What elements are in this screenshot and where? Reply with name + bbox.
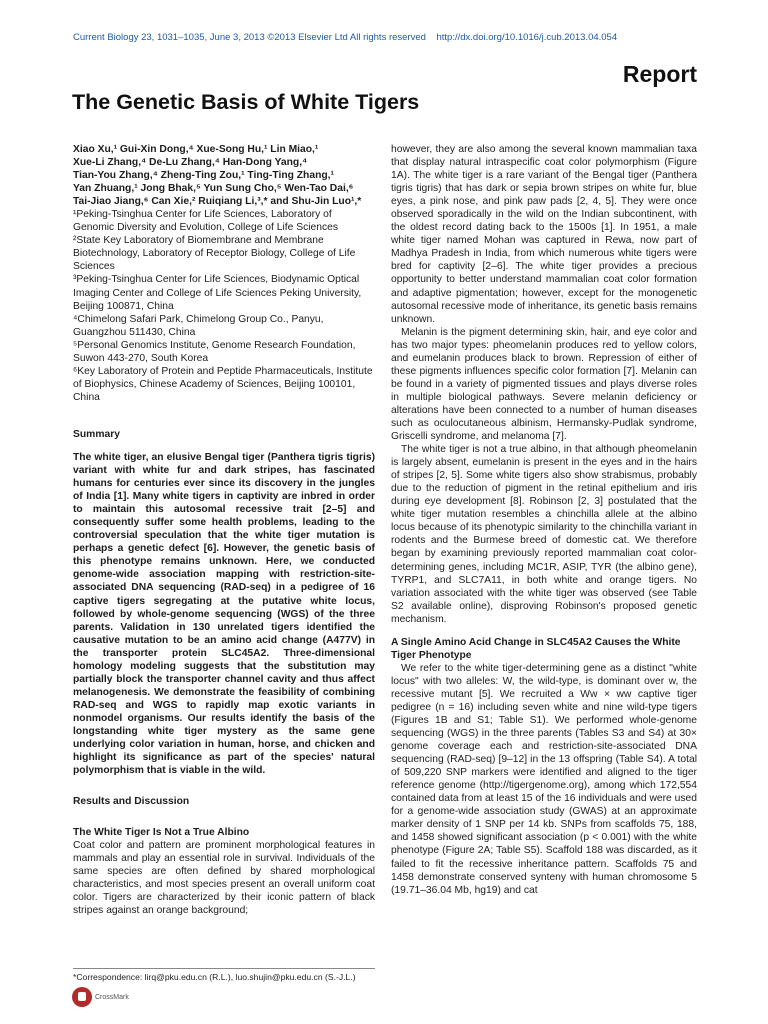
body-paragraph: Melanin is the pigment determining skin, hair, and eye color and has two major types: pheomelanin produces red to yellow colors, and eumelanin produces black to brown. Repression of either of these pigments influences specific color formation [7]. Melanin can be found in a variety of pigmented tissues and plays diverse roles in multiple biological pathways. Severe melanin deficiency or alterations have been connected to a number of human diseases such as oculocutaneous albinism, Hermansky-Pudlak syndrome, Griscelli syndrome, and melanoma [7]. xyxy=(391,326,697,443)
author-line: Xue-Li Zhang,⁴ De-Lu Zhang,⁴ Han-Dong Yang,⁴ xyxy=(73,157,308,169)
article-type-label: Report xyxy=(622,61,697,87)
article-title: The Genetic Basis of White Tigers xyxy=(72,90,420,114)
crossmark-icon xyxy=(72,987,92,1007)
author-line: Tai-Jiao Jiang,⁶ Can Xie,² Ruiqiang Li,³,* and Shu-Jin Luo¹,* xyxy=(73,196,362,208)
author-line: Xiao Xu,¹ Gui-Xin Dong,⁴ Xue-Song Hu,¹ Lin Miao,¹ xyxy=(73,144,319,155)
affiliation: ⁵Personal Genomics Institute, Genome Research Foundation, Suwon 443-270, South Korea xyxy=(73,339,356,364)
summary-paragraph: The white tiger, an elusive Bengal tiger (Panthera tigris tigris) variant with white fur and dark stripes, has fascinated humans for centuries ever since its discovery in the jungles of India [1]. Many white tigers in captivity are inbred in order to maintain this autosomal recessive trait [2–5] and consequently suffer some health problems, leading to the controversial speculation that the white tiger mutation is perhaps a genetic defect [6]. However, the genetic basis of this phenotype remains unknown. Here, we conducted genome-wide association mapping with restriction-site-associated DNA sequencing (RAD-seq) in a pedigree of 16 captive tigers segregating at the putative white locus, followed by whole-genome sequencing (WGS) of the three parents. Validation in 130 unrelated tigers identified the causative mutation to be an amino acid change (A477V) in the transporter protein SLC45A2. Three-dimensional homology modeling suggests that the substitution may partially block the transporter channel cavity and thus affect melanogenesis. We demonstrate the feasibility of combining RAD-seq and WGS to rapidly map exotic variants in nonmodel organisms. Our results identify the basis of the longstanding white tiger mystery as the same gene underlying color variation in human, horse, and chicken and highlight its significance as part of the species' natural polymorphism that is viable in the wild. xyxy=(73,451,375,777)
correspondence-footnote xyxy=(73,968,375,982)
doi-link[interactable]: http://dx.doi.org/10.1016/j.cub.2013.04.054 xyxy=(436,32,618,43)
affiliation: ⁴Chimelong Safari Park, Chimelong Group Co., Panyu, Guangzhou 511430, China xyxy=(73,313,324,338)
body-paragraph: The white tiger is not a true albino, in that although pheomelanin is largely absent, eumelanin is present in the eyes and in the hairs of stripes [2, 5]. Some white tigers also show strabismus, probably due to the reduction of pigment in the retinal epithelium and iris during eye development [8]. Robinson [2, 3] postulated that the white tiger mutation resembles a chinchilla allele at the albino locus because of its phenotypic similarity to the chinchilla variant in rodents and the Burmese breed of domestic cat. We therefore began by examining previously reported mammalian coat color-determining genes, including MC1R, ASIP, TYR (the albino gene), TYRP1, and SLC7A11, in both white and orange tigers. No variation associated with the white tiger was observed (see Table S2 available online), disproving Robinson's proposed genetic mechanism. xyxy=(391,444,697,625)
right-column xyxy=(391,143,697,897)
author-line: Yan Zhuang,¹ Jong Bhak,⁵ Yun Sung Cho,⁵ Wen-Tao Dai,⁶ xyxy=(73,183,354,195)
crossmark-badge[interactable] xyxy=(72,987,129,1007)
correspondence-text: *Correspondence: lirq@pku.edu.cn (R.L.), luo.shujin@pku.edu.cn (S.-J.L.) xyxy=(73,972,356,982)
left-column xyxy=(73,143,375,918)
crossmark-label: CrossMark xyxy=(95,993,129,1001)
body-paragraph: We refer to the white tiger-determining gene as a distinct "white locus" with two alleles: W, the wild-type, is dominant over w, the recessive mutant [5]. We recruited a Ww × ww captive tiger pedigree (n = 16) including seven white and nine wild-type tigers (Figures 1B and S1; Table S1). We performed whole-genome sequencing (WGS) in the three parents (Tables S3 and S4) at 30× genome coverage each and restriction-site-associated DNA sequencing (RAD-seq) [9–12] in the 13 offspring (Table S4). A total of 509,220 SNP markers were identified and aligned to the tiger reference genome (http://tigergenome.org), among which 172,554 contained data from at least 15 of the 16 individuals and were used for a genome-wide association study (GWAS) at an approximate marker density of 1 SNP per 14 kb. SNPs from scaffolds 75, 188, and 1458 showed significant association (p < 0.001) with the white phenotype (Figure 2A; Table S5). Scaffold 188 was discarded, as it failed to fit the recessive inheritance pattern. Scaffolds 75 and 1458 demonstrate conserved synteny with human chromosome 5 (19.71–36.04 Mb, hg19) and cat xyxy=(391,662,697,896)
affiliation: ¹Peking-Tsinghua Center for Life Sciences, Laboratory of Genomic Diversity and Evolution, College of Life Sciences xyxy=(73,209,338,234)
results-paragraph: Coat color and pattern are prominent morphological features in mammals and play an essential role in survival. Individuals of the same species are often defined by shared morphological characteristics, and most species present an overall uniform coat color. Tigers are characterized by their iconic pattern of black stripes against an orange background; xyxy=(73,840,375,917)
author-list xyxy=(73,143,375,208)
results-heading: Results and Discussion xyxy=(73,796,190,808)
affiliation: ⁶Key Laboratory of Protein and Peptide Pharmaceuticals, Institute of Biophysics, Chinese Academy of Sciences, Beijing 100101, China xyxy=(73,365,373,403)
results-subheading: The White Tiger Is Not a True Albino xyxy=(73,827,250,839)
body-paragraph: however, they are also among the several known mammalian taxa that display natural intraspecific coat color polymorphism (Figure 1A). The white tiger is a rare variant of the Bengal tiger (Panthera tigris tigris) that has dark or sepia brown stripes on white fur, blue eyes, a pink nose, and pink paw pads [2, 4, 5]. They were once observed sporadically in the wild on the Indian subcontinent, with the oldest record dating back to the 1500s [1]. In 1951, a male white tiger named Mohan was captured in Rewa, now part of Madhya Pradesh in India, from which numerous white tigers were bred for captivity [2–6]. The white tiger provides a precious opportunity to better understand mammalian coat color formation and adaptive pigmentation; however, except for the monogenetic autosomal recessive mode of inheritance, its genetic basis remains unknown. xyxy=(391,144,697,325)
citation-text: Current Biology 23, 1031–1035, June 3, 2013 ©2013 Elsevier Ltd All rights reserved xyxy=(73,32,426,43)
affiliation: ²State Key Laboratory of Biomembrane and Membrane Biotechnology, Laboratory of Receptor Biology, College of Life Sciences xyxy=(73,235,356,273)
footnote-divider xyxy=(73,968,375,969)
summary-heading: Summary xyxy=(73,428,120,440)
affiliation: ³Peking-Tsinghua Center for Life Sciences, Biodynamic Optical Imaging Center and College of Life Sciences Peking University, Beijing 100871, China xyxy=(73,274,362,312)
journal-citation xyxy=(73,32,617,43)
author-line: Tian-You Zhang,⁴ Zheng-Ting Zou,¹ Ting-Ting Zhang,¹ xyxy=(73,170,334,182)
section-heading: A Single Amino Acid Change in SLC45A2 Causes the White Tiger Phenotype xyxy=(391,636,681,661)
affiliation-list xyxy=(73,208,375,404)
